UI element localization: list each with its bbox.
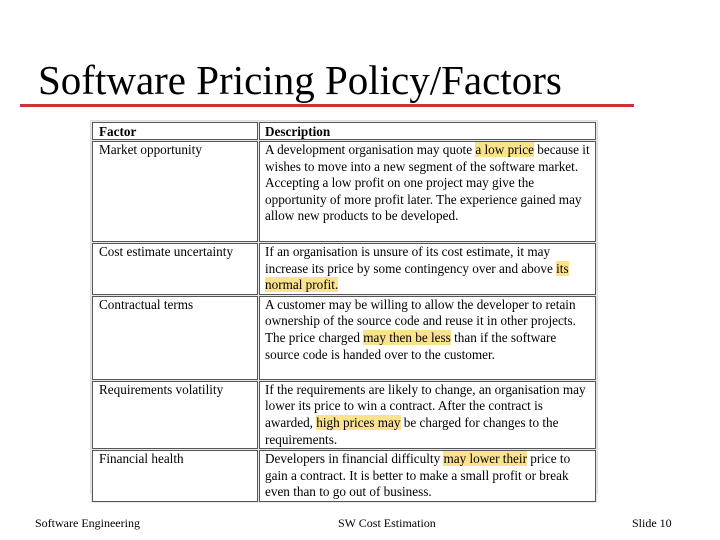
description-text: price to gain a contract. It is better to make a small profit or break even than to go out of business. [265,451,571,500]
description-text: If an organisation is unsure of its cost estimate, it may increase its price by some contingency over and above [265,244,557,276]
footer-slide-number: Slide 10 [632,516,672,530]
description-text: be charged for changes to the requirements. [265,414,559,447]
highlighted-text: a low price [475,142,534,157]
table-header-row [92,122,596,140]
description-cell [259,243,596,295]
factor-cell: Cost estimate uncertainty [92,243,258,295]
table-row [92,243,596,295]
header-factor: Factor [92,122,258,140]
description-text: If the requirements are likely to change, an organisation may lower its price to win a contract. After the contract is awarded, [265,381,586,430]
description-text: because it wishes to move into a new segment of the software market. Accepting a low profit on one project may give the opportunity of more profit later. The experience gained may allow new products to be developed. [265,142,590,224]
factor-cell: Contractual terms [92,296,258,380]
description-cell [259,296,596,380]
description-cell [259,450,596,502]
header-description: Description [259,122,596,140]
factor-cell: Requirements volatility [92,381,258,449]
highlighted-text: may then be less [363,329,451,345]
description-cell [259,141,596,242]
description-text: A customer may be willing to allow the developer to retain ownership of the source code and reuse it in other projects. The price charged [265,296,576,345]
footer-topic: SW Cost Estimation [338,516,436,530]
highlighted-text: its normal profit. [265,260,569,293]
title-underline [20,104,634,107]
factor-cell: Market opportunity [92,141,258,242]
factor-cell: Financial health [92,450,258,502]
description-text: A development organisation may quote [265,142,476,157]
table-row [92,381,596,449]
description-text: than if the software source code is handed over to the customer. [265,329,557,362]
footer-course: Software Engineering [35,516,140,530]
table-row [92,450,596,502]
table-row [92,141,596,242]
highlighted-text: high prices may [316,414,401,430]
table-row [92,296,596,380]
description-cell [259,381,596,449]
slide-title: Software Pricing Policy/Factors [38,57,562,103]
highlighted-text: may lower their [443,451,527,467]
pricing-factors-table [90,120,598,500]
description-text: Developers in financial difficulty [265,451,444,467]
